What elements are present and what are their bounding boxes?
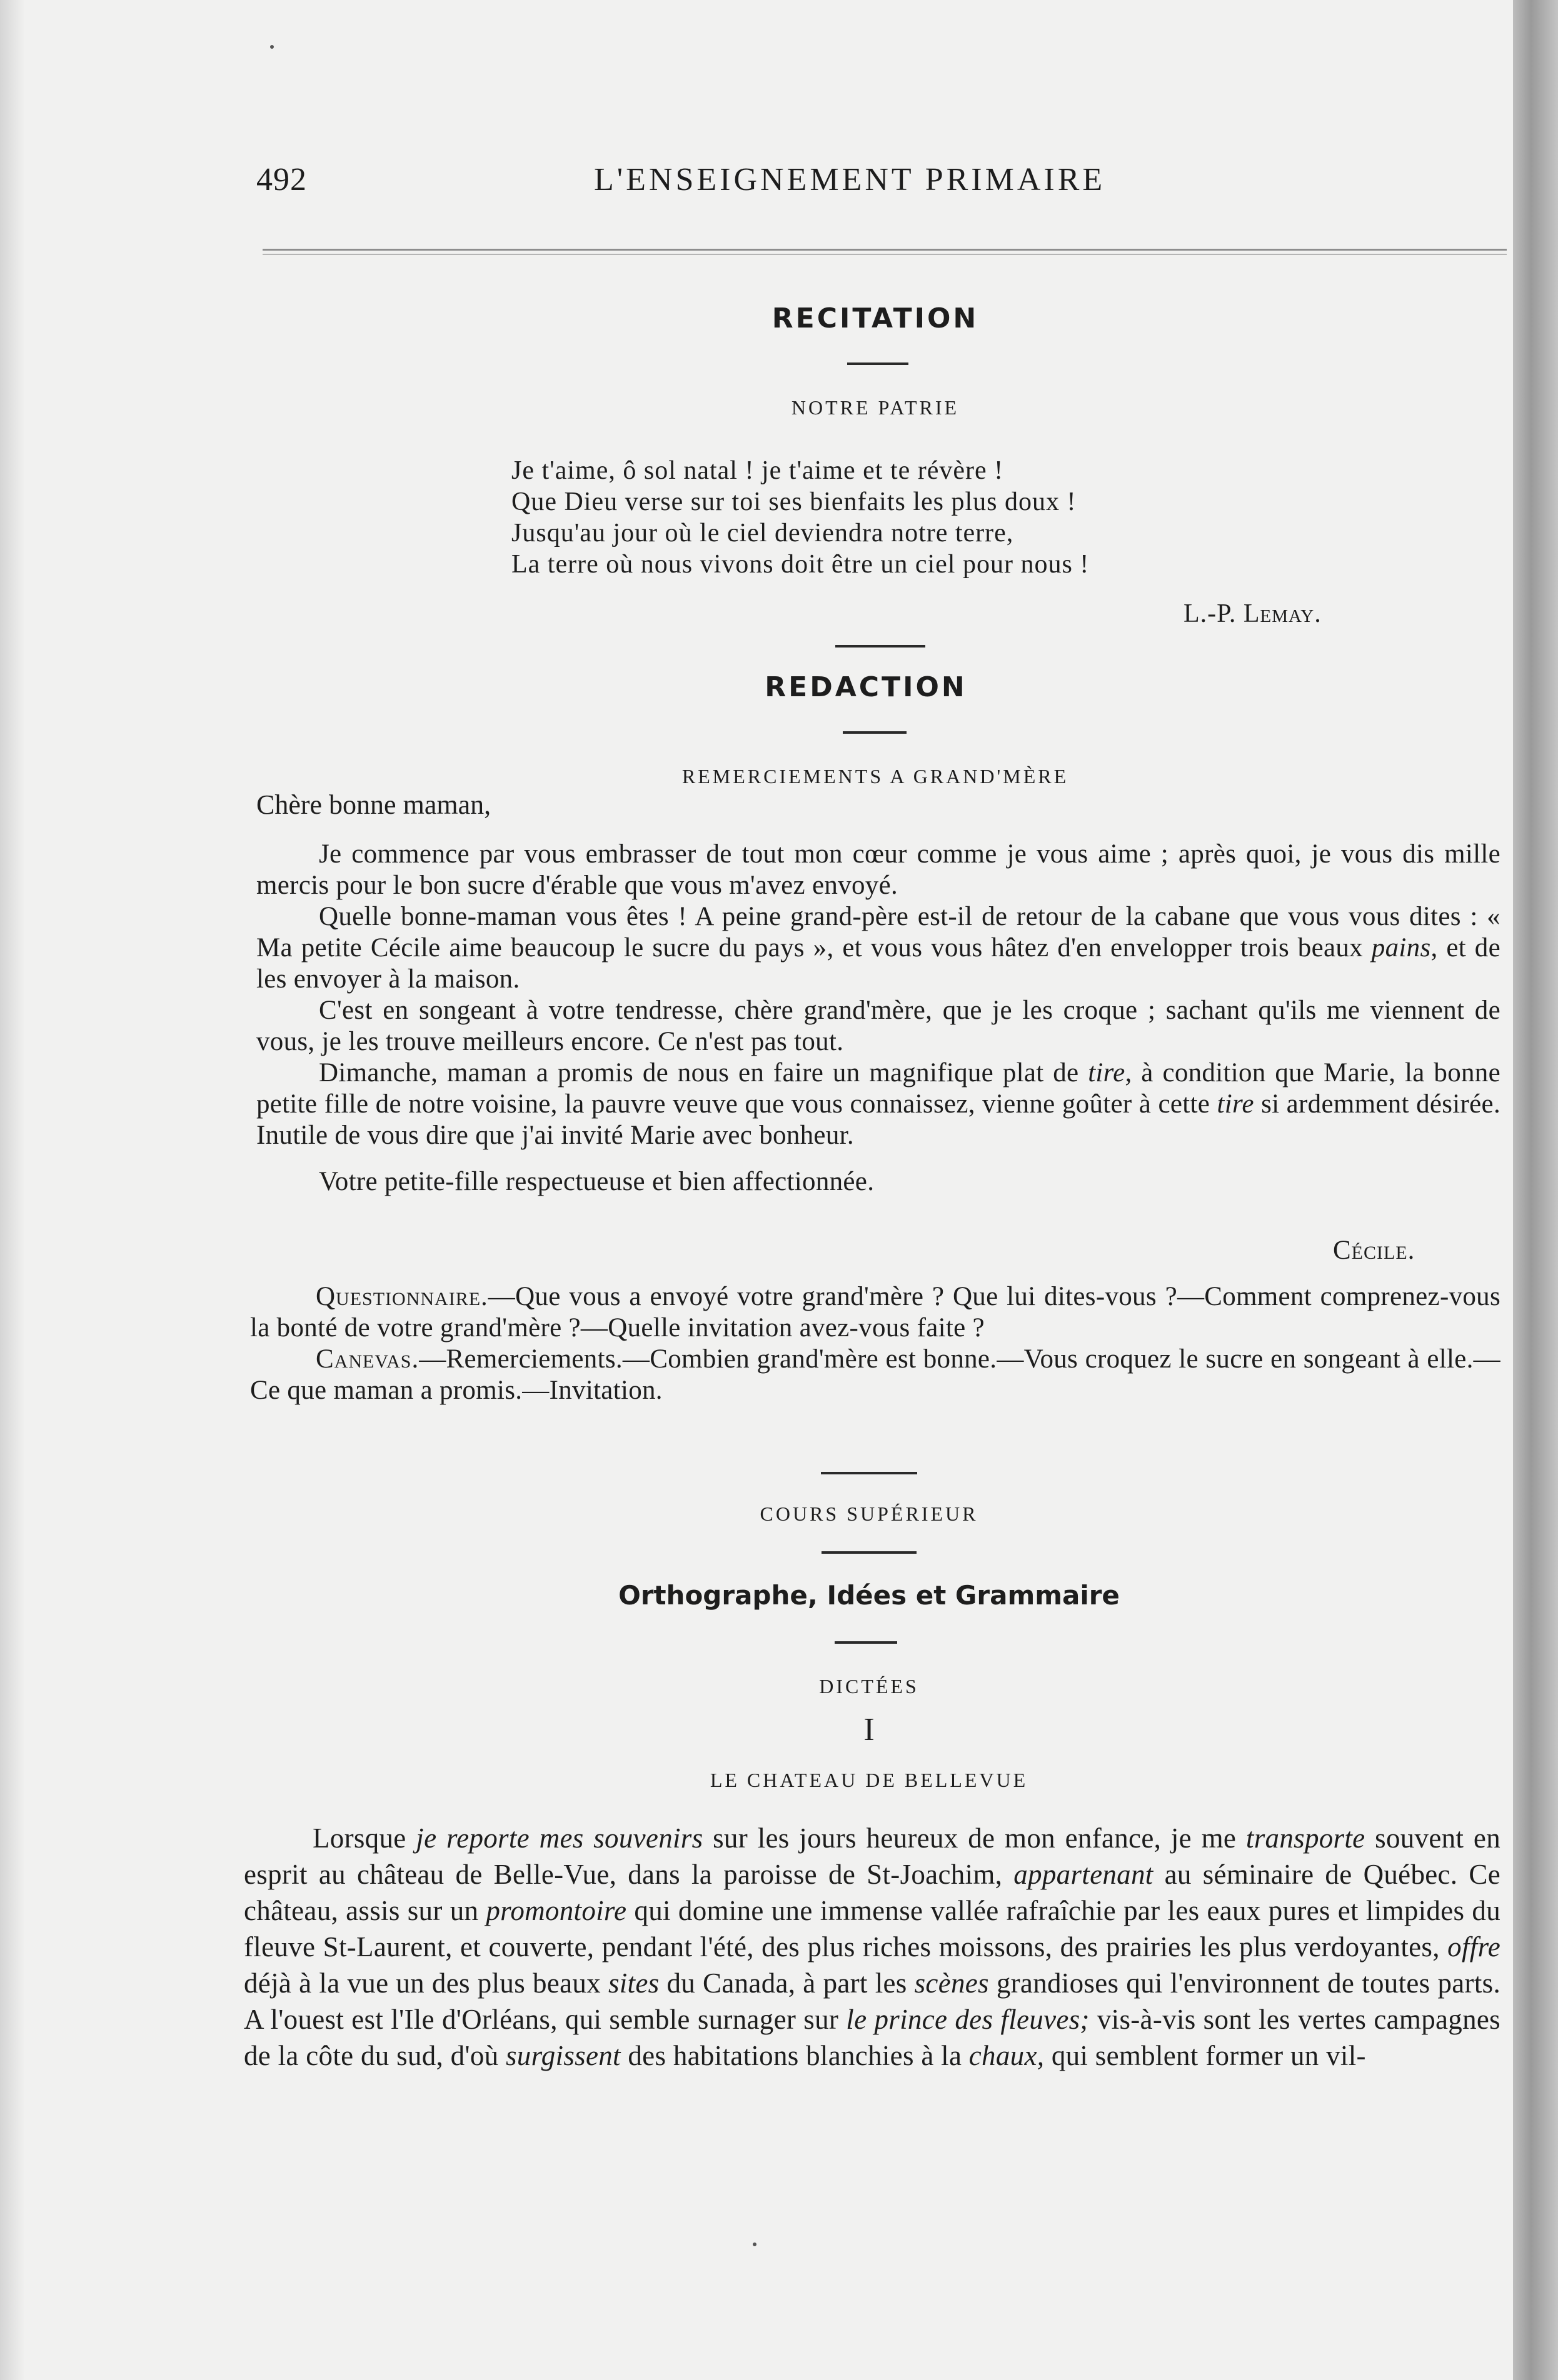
recitation-heading: RECITATION (771, 302, 979, 334)
poem-line: Jusqu'au jour où le ciel deviendra notre terre, (511, 519, 1014, 548)
canevas-text: —Remerciements.—Combien grand'mère est bonne.—Vous croquez le sucre en songeant à elle.—Ce que maman a promis.—Invitation. (250, 1344, 1500, 1405)
letter-paragraph (256, 839, 1500, 901)
paragraph-text: Quelle bonne-maman vous êtes ! A peine grand-père est-il de retour de la cabane que vous vous dites : « Ma petite Cécile aime beaucoup le sucre du pays », et vous vous hâtez d'en envelopper trois beaux (256, 902, 1500, 962)
letter-salutation: Chère bonne maman, (256, 789, 491, 820)
dictee-number: I (863, 1712, 875, 1748)
text-run: déjà à la vue un des plus beaux (244, 1968, 608, 1999)
poem-title: NOTRE PATRIE (791, 396, 960, 419)
speck-mark (270, 45, 274, 49)
section-rule (847, 362, 908, 365)
page-gutter (0, 0, 25, 2380)
text-run: qui domine une immense vallée rafraîchie par les eaux pures et limpides du fleuve St-Laurent, et couverte, pendant l'été, des plus riches moissons, des prairies les plus verdoyantes, (244, 1895, 1500, 1962)
italic-word: tire (1217, 1089, 1254, 1119)
letter-paragraph (256, 901, 1500, 995)
section-rule (822, 1551, 917, 1554)
italic-run: transporte (1245, 1822, 1365, 1854)
canevas (250, 1344, 1500, 1406)
italic-run: appartenant (1013, 1859, 1153, 1890)
poem-line: Je t'aime, ô sol natal ! je t'aime et te révère ! (511, 456, 1004, 485)
page-number: 492 (256, 162, 307, 198)
italic-run: sites (608, 1968, 660, 1999)
text-run: des habitations blanchies à la (620, 2040, 969, 2071)
cours-heading: Orthographe, Idées et Grammaire (618, 1580, 1120, 1611)
text-run: souvent en esprit au château de Belle-Vue, dans la paroisse de St-Joachim, (244, 1822, 1501, 1890)
italic-run: promontoire (486, 1895, 627, 1926)
paragraph-text: C'est en songeant à votre tendresse, chère grand'mère, que je les croque ; sachant qu'ils me viennent de vous, je les trouve meilleurs encore. Ce n'est pas tout. (256, 996, 1500, 1056)
poem-line: Que Dieu verse sur toi ses bienfaits les plus doux ! (511, 488, 1077, 516)
italic-run: surgissent (505, 2040, 621, 2071)
page-edge (1513, 0, 1558, 2380)
paragraph-text: à condition que Marie, la bonne petite fille de notre voisine, la pauvre veuve que vous connaissez, vienne goûter à cette (256, 1058, 1500, 1119)
letter-closing (256, 1166, 1500, 1198)
italic-word: pains (1371, 933, 1431, 962)
text-run: qui semblent former un vil- (1044, 2040, 1366, 2071)
section-rule (835, 645, 925, 648)
section-rule (821, 1472, 917, 1474)
questionnaire-text: —Que vous a envoyé votre grand'mère ? Que lui dites-vous ?—Comment comprenez-vous la bonté de votre grand'mère ?—Quelle invitation avez-vous faite ? (250, 1282, 1500, 1342)
letter-paragraph (256, 1058, 1500, 1151)
italic-run: le prince des fleuves; (846, 2004, 1090, 2035)
redaction-heading: REDACTION (765, 671, 967, 703)
dictee-paragraph (244, 1820, 1500, 2074)
letter-paragraph (256, 995, 1500, 1058)
italic-run: offre (1447, 1931, 1500, 1962)
questionnaire-canevas (250, 1281, 1500, 1406)
canevas-label: Canevas. (316, 1344, 420, 1374)
redaction-subheading: REMERCIEMENTS A GRAND'MÈRE (681, 765, 1069, 788)
poem-line: La terre où nous vivons doit être un ciel pour nous ! (511, 550, 1090, 579)
italic-word: tire, (1088, 1058, 1132, 1088)
text-run: Lorsque (313, 1822, 416, 1854)
paragraph-text: Votre petite-fille respectueuse et bien affectionnée. (319, 1167, 875, 1196)
dictee-text (244, 1820, 1500, 2074)
text-run: du Canada, à part les (659, 1968, 915, 1999)
header-rule-secondary (263, 254, 1507, 255)
cours-label: COURS SUPÉRIEUR (760, 1502, 978, 1525)
speck-mark (753, 2242, 756, 2246)
letter-signature: Cécile. (1333, 1236, 1415, 1265)
dictees-label: DICTÉES (819, 1675, 919, 1698)
letter-body (256, 839, 1500, 1198)
section-rule (835, 1641, 897, 1644)
poem (511, 455, 1324, 580)
paragraph-text: si ardemment désirée. Inutile de vous dire que j'ai invité Marie avec bonheur. (256, 1089, 1500, 1150)
poem-author: L.-P. Lemay. (1184, 599, 1322, 628)
italic-run: scènes (914, 1968, 989, 1999)
dictee-title: LE CHATEAU DE BELLEVUE (710, 1769, 1028, 1791)
text-run: vis-à-vis sont les vertes campagnes de la côte du sud, d'où (244, 2004, 1500, 2071)
text-run: sur les jours heureux de mon enfance, je me (703, 1822, 1246, 1854)
paragraph-text: Je commence par vous embrasser de tout mon cœur comme je vous aime ; après quoi, je vous dis mille mercis pour le bon sucre d'érable que vous m'avez envoyé. (256, 839, 1500, 900)
section-rule (843, 731, 907, 734)
italic-run: chaux, (968, 2040, 1045, 2071)
questionnaire (250, 1281, 1500, 1344)
text-run: grandioses qui l'environnent de toutes parts. A l'ouest est l'Ile d'Orléans, qui semble surnager sur (244, 1968, 1500, 2035)
running-head: L'ENSEIGNEMENT PRIMAIRE (594, 162, 1106, 198)
text-run: au séminaire de Québec. Ce château, assis sur un (244, 1859, 1500, 1926)
header-rule (263, 249, 1507, 251)
paragraph-text: Dimanche, maman a promis de nous en faire un magnifique plat de (319, 1058, 1088, 1088)
paragraph-text: , et de les envoyer à la maison. (256, 933, 1500, 994)
questionnaire-label: Questionnaire. (316, 1282, 488, 1311)
italic-run: je reporte mes souvenirs (416, 1822, 703, 1854)
page-header (256, 161, 1194, 205)
